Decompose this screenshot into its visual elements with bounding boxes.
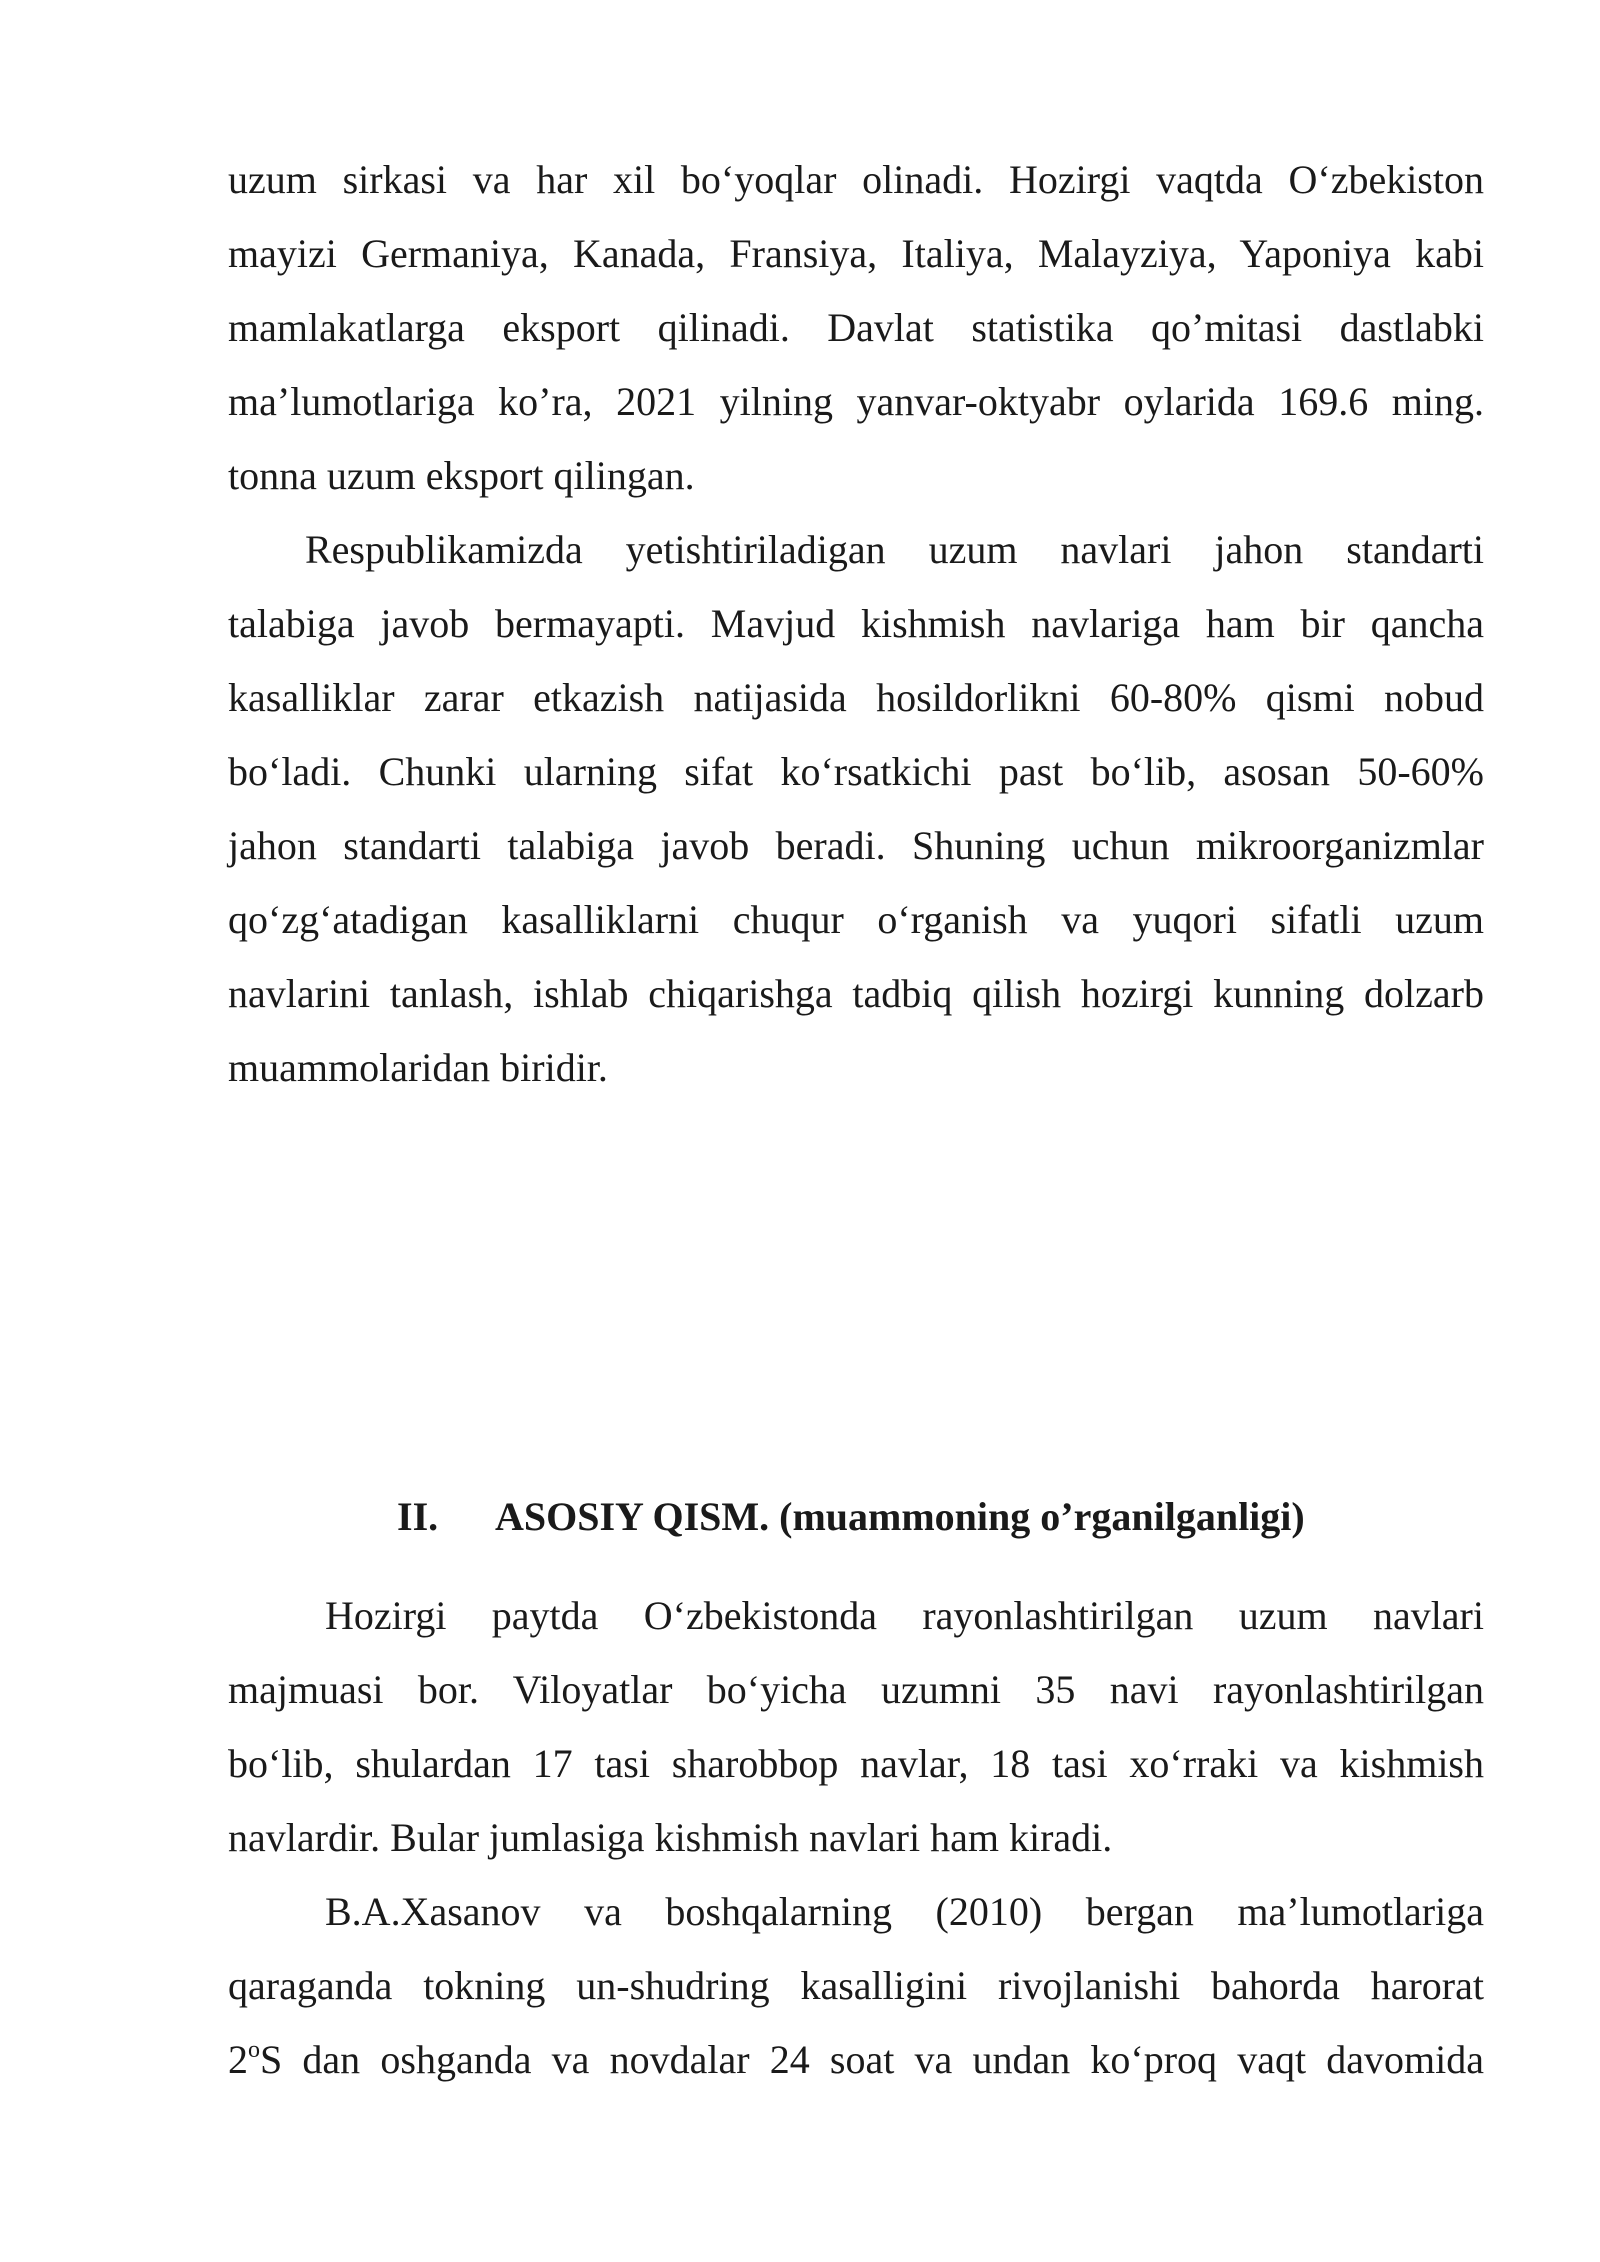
section-heading: [0, 1480, 1600, 1554]
paragraph-3-line-1: Hozirgi paytda O‘zbekistonda rayonlashtirilgan uzum navlari: [325, 1593, 1484, 1638]
paragraph-3-line-4: navlardir. Bular jumlasiga kishmish navlari ham kiradi.: [228, 1815, 1113, 1860]
paragraph-2-line-6: qo‘zg‘atadigan kasalliklarni chuqur o‘rganish va yuqori sifatli uzum: [228, 897, 1484, 942]
temperature-value: 2: [228, 2037, 248, 2082]
paragraph-1-line-4: ma’lumotlariga ko’ra, 2021 yilning yanvar-oktyabr oylarida 169.6 ming.: [228, 379, 1484, 424]
paragraph-1-line-1: uzum sirkasi va har xil bo‘yoqlar olinadi. Hozirgi vaqtda O‘zbekiston: [228, 157, 1484, 202]
degree-superscript: o: [248, 2037, 260, 2063]
paragraph-4-line-1: B.A.Xasanov va boshqalarning (2010) bergan ma’lumotlariga: [325, 1889, 1484, 1934]
paragraph-2-line-8: muammolaridan biridir.: [228, 1045, 608, 1090]
paragraph-1-line-5: tonna uzum eksport qilingan.: [228, 453, 695, 498]
paragraph-1-line-2: mayizi Germaniya, Kanada, Fransiya, Italiya, Malayziya, Yaponiya kabi: [228, 231, 1484, 276]
section-title: ASOSIY QISM. (muammoning o’rganilganligi): [495, 1494, 1305, 1539]
paragraph-2-line-1: Respublikamizda yetishtiriladigan uzum navlari jahon standarti: [305, 527, 1484, 572]
paragraph-2-line-3: kasalliklar zarar etkazish natijasida hosildorlikni 60-80% qismi nobud: [228, 675, 1484, 720]
paragraph-2-line-2: talabiga javob bermayapti. Mavjud kishmish navlariga ham bir qancha: [228, 601, 1484, 646]
paragraph-2-line-5: jahon standarti talabiga javob beradi. Shuning uchun mikroorganizmlar: [228, 823, 1484, 868]
paragraph-4-line-2: qaraganda tokning un-shudring kasalligini rivojlanishi bahorda harorat: [228, 1963, 1484, 2008]
section-number: II.: [397, 1494, 439, 1539]
paragraph-2-line-7: navlarini tanlash, ishlab chiqarishga tadbiq qilish hozirgi kunning dolzarb: [228, 971, 1484, 1016]
paragraph-2-line-4: bo‘ladi. Chunki ularning sifat ko‘rsatkichi past bo‘lib, asosan 50-60%: [228, 749, 1484, 794]
paragraph-3-line-2: majmuasi bor. Viloyatlar bo‘yicha uzumni 35 navi rayonlashtirilgan: [228, 1667, 1484, 1712]
paragraph-3-line-3: bo‘lib, shulardan 17 tasi sharobbop navlar, 18 tasi xo‘rraki va kishmish: [228, 1741, 1484, 1786]
paragraph-1-line-3: mamlakatlarga eksport qilinadi. Davlat statistika qo’mitasi dastlabki: [228, 305, 1484, 350]
paragraph-4-line-3: [228, 2023, 1484, 2097]
paragraph-4-line-3-text: S dan oshganda va novdalar 24 soat va undan ko‘proq vaqt davomida: [260, 2037, 1484, 2082]
